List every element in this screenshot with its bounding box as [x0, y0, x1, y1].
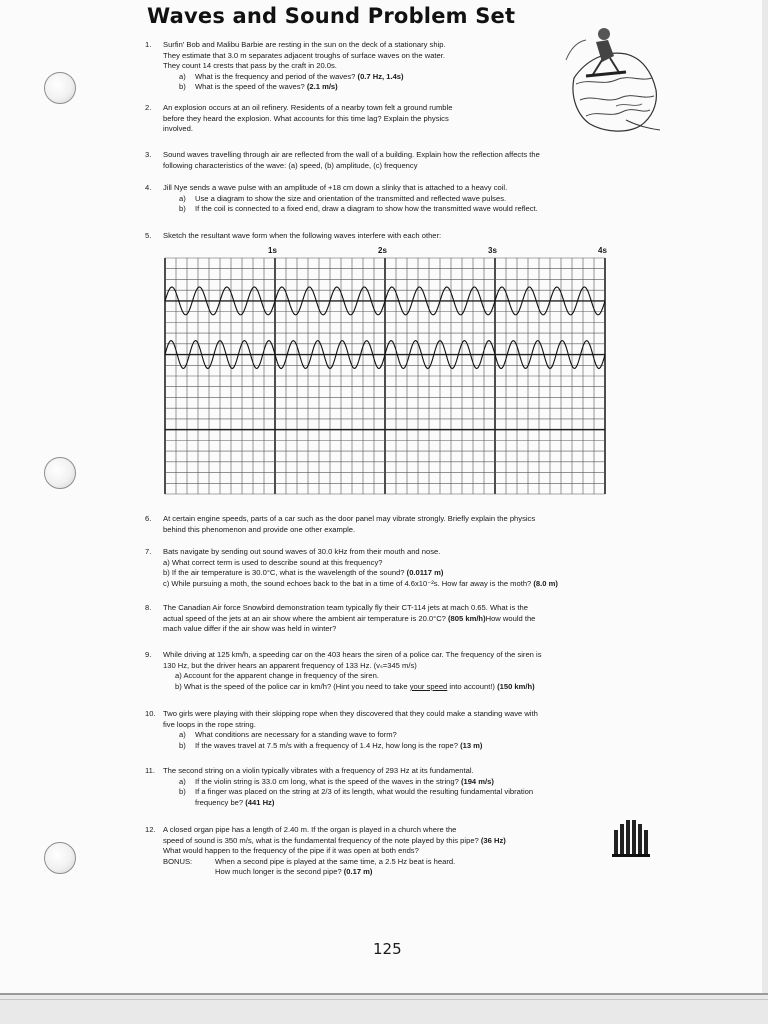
- answer: (2.1 m/s): [306, 82, 338, 92]
- part-text: b) What is the speed of the police car in km/h? (Hint you need to take: [175, 681, 410, 691]
- question-number: 1.: [145, 40, 152, 49]
- part-label: a): [179, 776, 186, 786]
- time-label-3s: 3s: [488, 246, 497, 255]
- part-label: b): [179, 787, 186, 797]
- question-text: How would the: [485, 613, 536, 623]
- question-10: [145, 709, 665, 751]
- page-title: Waves and Sound Problem Set: [147, 4, 516, 28]
- question-number: 5.: [145, 231, 152, 240]
- question-text: involved.: [163, 124, 193, 134]
- part-label: a): [179, 71, 186, 81]
- part-label: b): [179, 82, 186, 92]
- page-edge-line-lower: [0, 999, 768, 1000]
- question-text: What would happen to the frequency of the pipe if it was open at both ends?: [163, 846, 419, 856]
- underlined-text: your speed: [409, 681, 448, 691]
- binder-hole-top: [44, 72, 76, 104]
- part-text: into account!): [447, 681, 495, 691]
- question-text: Sketch the resultant wave form when the following waves interfere with each other:: [163, 231, 442, 240]
- question-text: before they heard the explosion. What accounts for this time lag? Explain the physics: [163, 113, 449, 123]
- graph-grid: [163, 256, 608, 502]
- question-number: 12.: [145, 825, 156, 834]
- organ-pipes-illustration: [612, 818, 652, 858]
- bonus-label: BONUS:: [163, 856, 193, 866]
- part-label: b): [179, 204, 186, 214]
- part-text: If the coil is connected to a fixed end, draw a diagram to show how the transmitted wave would reflect.: [195, 204, 538, 214]
- part-text: If a finger was placed on the string at 2/3 of its length, what would the resulting fundamental vibration: [195, 787, 534, 797]
- question-4: [145, 183, 665, 215]
- time-label-1s: 1s: [268, 246, 277, 255]
- question-text: Bats navigate by sending out sound waves of 30.0 kHz from their mouth and nose.: [163, 547, 441, 556]
- question-text: A closed organ pipe has a length of 2.40 m. If the organ is played in a church where the: [163, 825, 457, 834]
- question-number: 7.: [145, 547, 152, 556]
- part-text: Use a diagram to show the size and orientation of the transmitted and reflected wave pulses.: [195, 193, 507, 203]
- part-text: If the violin string is 33.0 cm long, what is the speed of the waves in the string?: [195, 776, 459, 786]
- answer: (441 Hz): [245, 797, 275, 807]
- part-label: a): [179, 193, 186, 203]
- answer: (0.7 Hz, 1.4s): [357, 71, 404, 81]
- question-text: 130 Hz, but the driver hears an apparent frequency of 133 Hz. (vₛ=345 m/s): [163, 660, 417, 670]
- question-1: [145, 40, 665, 93]
- question-text: They count 14 crests that pass by the craft in 20.0s.: [163, 61, 337, 71]
- part-text: What is the frequency and period of the waves?: [195, 71, 356, 81]
- binder-hole-middle: [44, 457, 76, 489]
- question-text: actual speed of the jets at an air show where the ambient air temperature is 20.0°C?: [163, 613, 446, 623]
- question-number: 6.: [145, 514, 152, 523]
- answer: (0.0117 m): [406, 568, 444, 578]
- question-text: behind this phenomenon and provide one other example.: [163, 524, 356, 534]
- answer: (194 m/s): [460, 776, 494, 786]
- answer: (150 km/h): [497, 681, 535, 691]
- binder-hole-bottom: [44, 842, 76, 874]
- question-text: speed of sound is 350 m/s, what is the fundamental frequency of the note played by this pipe?: [163, 835, 479, 845]
- question-number: 2.: [145, 103, 152, 112]
- question-5: [145, 231, 665, 242]
- question-3: [145, 150, 665, 171]
- question-9: [145, 650, 665, 692]
- question-number: 10.: [145, 709, 156, 718]
- part-text: frequency be?: [195, 797, 244, 807]
- answer: (0.17 m): [343, 867, 373, 877]
- question-text: Two girls were playing with their skipping rope when they discovered that they could make a standing wave with: [163, 709, 538, 718]
- question-8: [145, 603, 665, 635]
- question-number: 11.: [145, 766, 155, 775]
- answer: (36 Hz): [480, 835, 506, 845]
- question-7: [145, 547, 675, 589]
- time-label-2s: 2s: [378, 246, 387, 255]
- question-text: five loops in the rope string.: [163, 719, 256, 729]
- part-text: If the waves travel at 7.5 m/s with a frequency of 1.4 Hz, how long is the rope?: [195, 740, 458, 750]
- answer: (13 m): [460, 740, 483, 750]
- part-label: b): [179, 740, 186, 750]
- answer: (805 km/h): [448, 613, 486, 623]
- page-edge-line: [0, 993, 768, 995]
- part-text: a) Account for the apparent change in frequency of the siren.: [175, 671, 379, 681]
- part-text: a) What correct term is used to describe sound at this frequency?: [163, 557, 383, 567]
- question-text: mach value differ if the air show was held in winter?: [163, 624, 337, 634]
- page-number: 125: [373, 940, 402, 958]
- question-number: 9.: [145, 650, 152, 659]
- question-number: 4.: [145, 183, 152, 192]
- question-text: While driving at 125 km/h, a speeding car on the 403 hears the siren of a police car. The frequency of the siren is: [163, 650, 542, 659]
- question-text: At certain engine speeds, parts of a car such as the door panel may vibrate strongly. Briefly explain the physics: [163, 514, 536, 523]
- question-text: Sound waves travelling through air are reflected from the wall of a building. Explain how the reflection affects the: [163, 150, 540, 159]
- question-text: The Canadian Air force Snowbird demonstration team typically fly their CT-114 jets at mach 0.65. What is the: [163, 603, 528, 612]
- question-number: 8.: [145, 603, 152, 612]
- part-text: What is the speed of the waves?: [195, 82, 305, 92]
- question-12: [145, 825, 615, 878]
- part-text: What conditions are necessary for a standing wave to form?: [195, 730, 397, 740]
- question-text: They estimate that 3.0 m separates adjacent troughs of surface waves on the water.: [163, 50, 445, 60]
- question-number: 3.: [145, 150, 152, 159]
- question-text: Jill Nye sends a wave pulse with an amplitude of +18 cm down a slinky that is attached to a heavy coil.: [163, 183, 508, 192]
- time-label-4s: 4s: [598, 246, 607, 255]
- question-text: An explosion occurs at an oil refinery. Residents of a nearby town felt a ground rumble: [163, 103, 453, 112]
- question-6: [145, 514, 665, 535]
- question-2: [145, 103, 665, 135]
- question-text: The second string on a violin typically vibrates with a frequency of 293 Hz at its fundamental.: [163, 766, 474, 775]
- bonus-text: How much longer is the second pipe?: [215, 867, 342, 877]
- bonus-text: When a second pipe is played at the same time, a 2.5 Hz beat is heard.: [215, 856, 456, 866]
- part-label: a): [179, 730, 186, 740]
- question-text: Surfin' Bob and Malibu Barbie are resting in the sun on the deck of a stationary ship.: [163, 40, 446, 49]
- part-text: b) If the air temperature is 30.0°C, what is the wavelength of the sound?: [163, 568, 405, 578]
- part-text: c) While pursuing a moth, the sound echoes back to the bat in a time of 4.6x10⁻²s. How far away is the moth?: [163, 578, 532, 588]
- question-text: following characteristics of the wave: (a) speed, (b) amplitude, (c) frequency: [163, 160, 418, 170]
- answer: (8.0 m): [533, 578, 558, 588]
- wave-grid-area: [163, 246, 608, 502]
- question-11: [145, 766, 665, 808]
